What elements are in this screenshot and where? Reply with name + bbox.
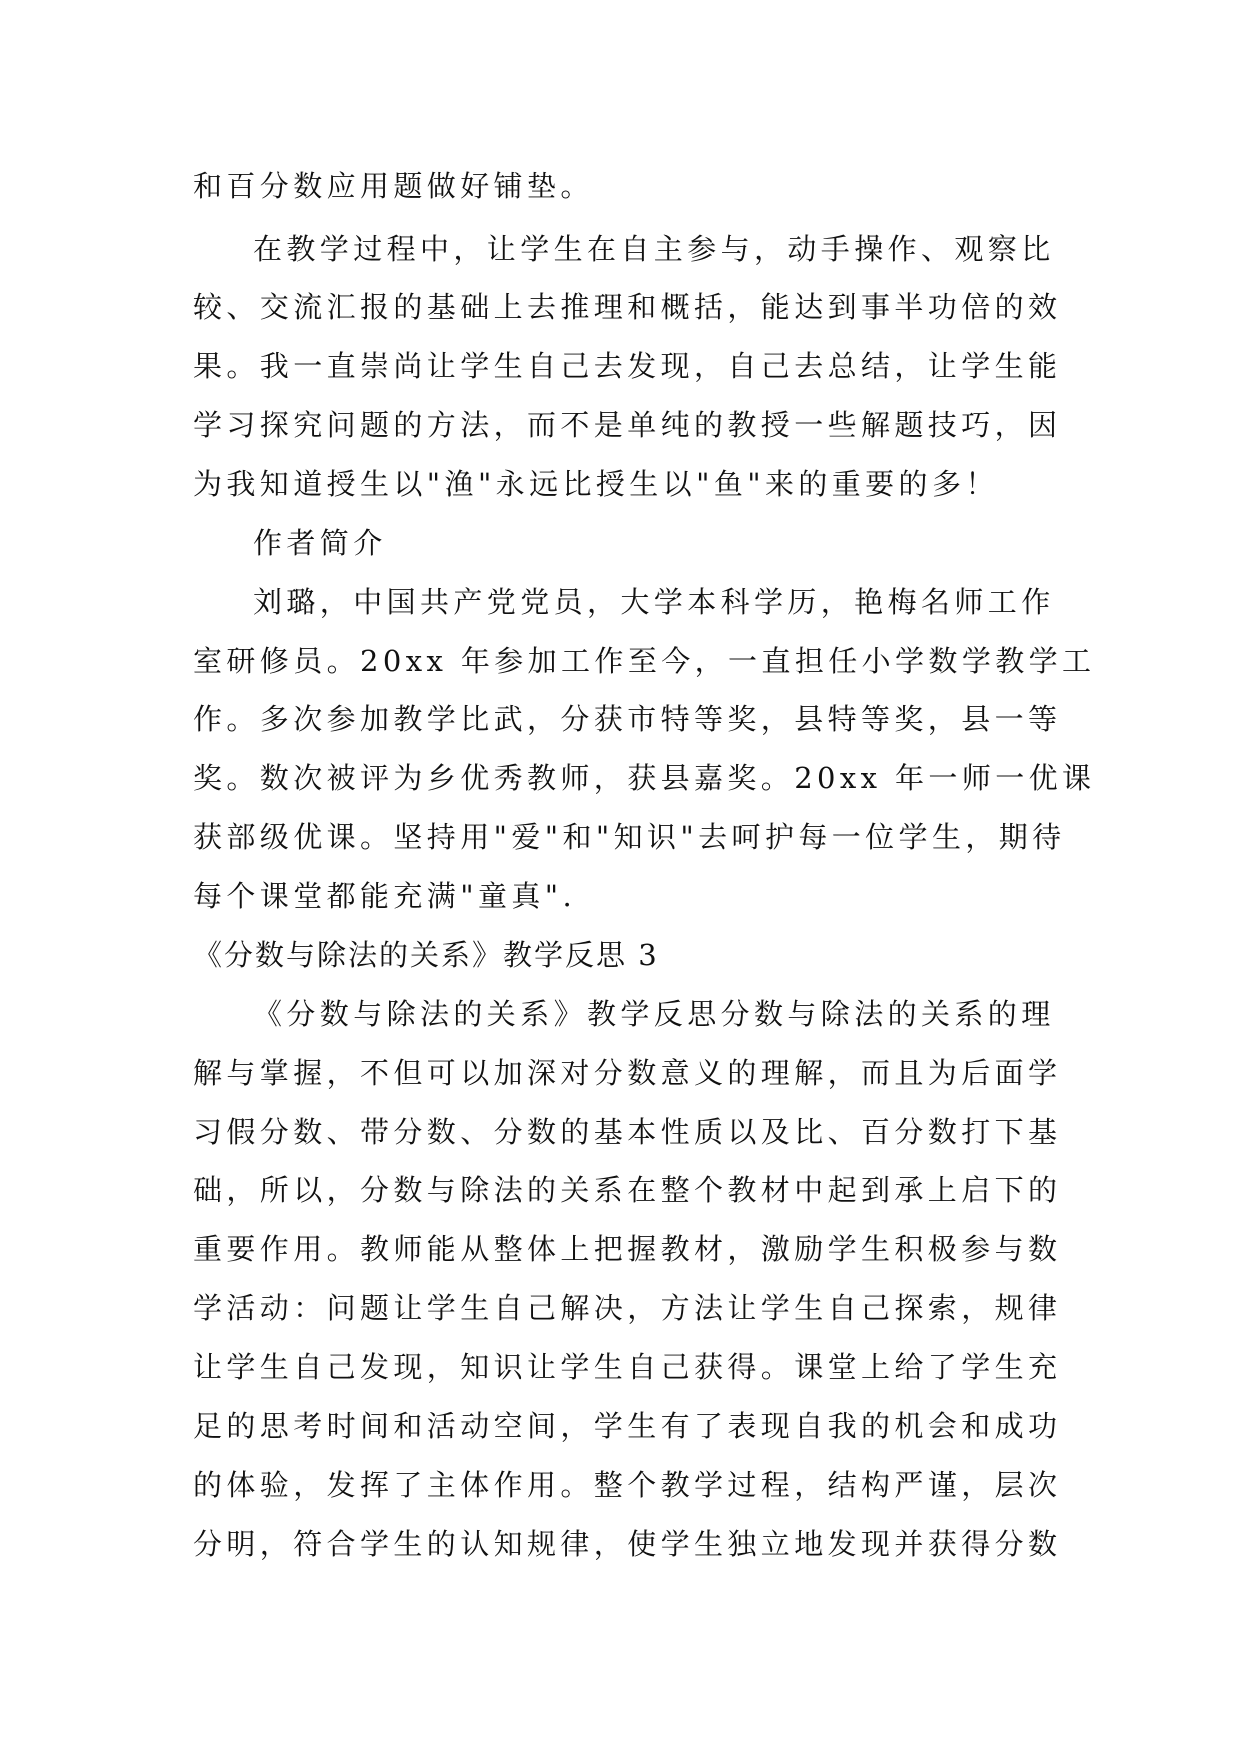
text-line: 的体验，发挥了主体作用。整个教学过程，结构严谨，层次 <box>193 1468 1062 1502</box>
text-line: 奖。数次被评为乡优秀教师，获县嘉奖。20xx 年一师一优课 <box>193 761 1096 795</box>
text-line: 重要作用。教师能从整体上把握教材，激励学生积极参与数 <box>193 1232 1062 1266</box>
text-line: 较、交流汇报的基础上去推理和概括，能达到事半功倍的效 <box>193 290 1062 324</box>
text-line: 习假分数、带分数、分数的基本性质以及比、百分数打下基 <box>193 1115 1062 1149</box>
text-line: 础，所以，分数与除法的关系在整个教材中起到承上启下的 <box>193 1173 1062 1207</box>
text-line: 学活动：问题让学生自己解决，方法让学生自己探索，规律 <box>193 1291 1062 1325</box>
section-title: 《分数与除法的关系》教学反思 3 <box>193 938 659 972</box>
text-line: 作。多次参加教学比武，分获市特等奖，县特等奖，县一等 <box>193 702 1062 736</box>
paragraph-first-line: 刘璐，中国共产党党员，大学本科学历，艳梅名师工作 <box>253 585 1055 619</box>
text-line: 学习探究问题的方法，而不是单纯的教授一些解题技巧，因 <box>193 408 1062 442</box>
text-line: 足的思考时间和活动空间，学生有了表现自我的机会和成功 <box>193 1409 1062 1443</box>
text-line: 分明，符合学生的认知规律，使学生独立地发现并获得分数 <box>193 1527 1062 1561</box>
text-line: 让学生自己发现，知识让学生自己获得。课堂上给了学生充 <box>193 1350 1062 1384</box>
text-line: 获部级优课。坚持用"爱"和"知识"去呵护每一位学生，期待 <box>193 820 1066 854</box>
text-line: 解与掌握，不但可以加深对分数意义的理解，而且为后面学 <box>193 1056 1062 1090</box>
text-line: 室研修员。20xx 年参加工作至今，一直担任小学数学教学工 <box>193 644 1096 678</box>
paragraph-first-line: 在教学过程中，让学生在自主参与，动手操作、观察比 <box>253 232 1055 266</box>
text-line: 每个课堂都能充满"童真". <box>193 879 577 913</box>
paragraph-first-line: 《分数与除法的关系》教学反思分数与除法的关系的理 <box>253 997 1055 1031</box>
text-line: 和百分数应用题做好铺垫。 <box>193 169 594 203</box>
text-line: 为我知道授生以"渔"永远比授生以"鱼"来的重要的多！ <box>193 467 999 501</box>
section-heading-author-intro: 作者简介 <box>253 526 387 560</box>
text-line: 果。我一直崇尚让学生自己去发现，自己去总结，让学生能 <box>193 349 1062 383</box>
